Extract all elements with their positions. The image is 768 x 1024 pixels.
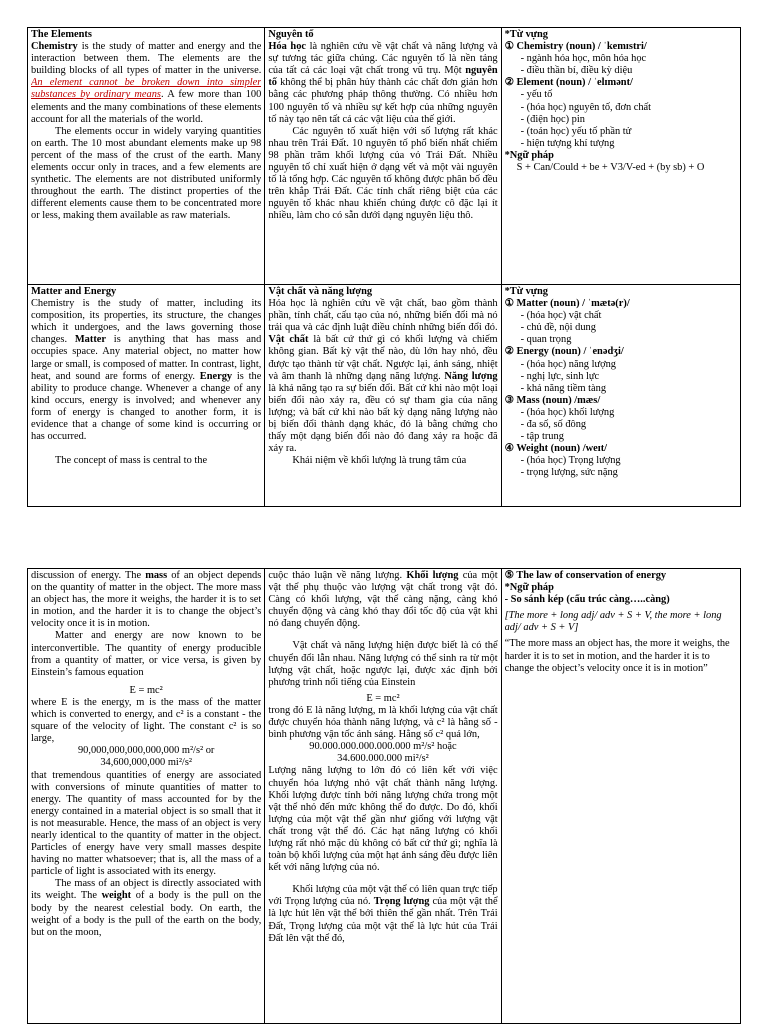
paragraph: Matter and energy are now known to be interconvertible. The quantity of energy producible from a quantity of matter, or vice versa, is given by Einstein’s famous equation — [31, 630, 262, 678]
number: 90,000,000,000,000,000 m²/s² or — [77, 745, 215, 757]
vocab-meaning: - (hóa học) vật chất — [520, 310, 602, 322]
vocab-word: ② Element (noun) / ˈelɪmənt/ — [504, 77, 633, 89]
vocab-meaning: - đa số, số đông — [520, 419, 587, 431]
section-title: The Elements — [31, 29, 92, 40]
vocab-cell — [501, 28, 740, 285]
grammar-example: “The more mass an object has, the more it weighs, the harder it is to set in motion, and the harder it is to change the object’s velocity once it is in motion” — [504, 638, 730, 674]
paragraph-text: của một vật thể là lực hút lên vật thể bởi thiên thể gần nhất. Trên Trái Đất, Trọng lượng của một vật thể là lực hút của Trái Đất lên vật thể đó, — [268, 896, 498, 944]
section-title: Nguyên tố — [268, 29, 314, 40]
table-row — [28, 28, 741, 285]
paragraph-text: of a body is the pull on the body by the nearest celestial body. On earth, the weight of a body is the pull of the earth on the body, but on the moon, — [31, 890, 262, 938]
vocab-word: ② Energy (noun) / ˈenədʒi/ — [504, 346, 624, 358]
vocab-meaning: - (hóa học) Trọng lượng — [520, 455, 621, 467]
grammar-subtitle: - So sánh kép (cấu trúc càng…..càng) — [504, 594, 670, 606]
term: nguyên tố — [268, 65, 498, 89]
vocab-meaning: - chủ đề, nội dung — [520, 322, 596, 334]
vocab-meaning: - yếu tố — [520, 89, 553, 101]
paragraph: where E is the energy, m is the mass of the matter which is converted to energy, and c² is a constant - the square of the velocity of light. The constant c² is so large, — [31, 696, 262, 745]
paragraph: Lượng năng lượng to lớn đó có liên kết với việc chuyển hóa lượng nhỏ vật chất thành năng lượng. Khối lượng được tính bởi năng lượng chứa trong một vật thể nhỏ đến mức không thể đo được. Do đó, khối lượng của một vật thể gần như giống với lượng vật chất trong vật thể đó. Các hạt năng lượng có khối lượng rất nhỏ mặc dù không có bất cứ thứ gì; nghĩa là toàn bộ khối lượng của một hạt ánh sáng đều được liên kết với năng lượng của nó. — [268, 765, 498, 874]
top-table — [27, 27, 741, 507]
vietnamese-cell — [265, 569, 501, 1024]
vocab-meaning: - trọng lượng, sức nặng — [520, 467, 618, 479]
vietnamese-cell — [265, 28, 501, 285]
english-cell — [28, 28, 265, 285]
vocab-cell — [501, 285, 740, 507]
paragraph-text: là nghiên cứu về vật chất và năng lượng và sự tương tác giữa chúng. Các nguyên tố là nền tảng của tất cả các loại vật chất trong vũ trụ. Một — [268, 41, 498, 77]
term: Năng lượng — [444, 370, 498, 382]
term: Chemistry — [31, 41, 78, 53]
paragraph-text: The mass of an object is directly associated with its weight. The — [31, 878, 262, 902]
term: weight — [101, 890, 132, 902]
english-cell — [28, 569, 265, 1024]
equation: E = mc² — [129, 684, 163, 696]
vocab-meaning: - (hóa học) khối lượng — [520, 406, 615, 418]
term: Energy — [199, 370, 233, 382]
paragraph-text: Hóa học là nghiên cứu về vật chất, bao gồm thành phần, tính chất, cấu tạo của nó, những biến đổi mà nó trải qua và các định luật điều chỉnh những biến đổi đó. — [268, 298, 498, 334]
paragraph-text: is anything that has mass and occupies space. Any material object, no matter how large or small, is composed of matter. In contrast, light, heat, and sound are forms of energy. — [31, 334, 262, 382]
grammar-formula: S + Can/Could + be + V3/V-ed + (by sb) + O — [516, 162, 705, 174]
table-row — [28, 285, 741, 507]
paragraph-text: of an object depends on the quantity of matter in the object. The more mass an object has, the more it weighs, the harder it is to set in motion, and the harder it is to change the object’s velocity once it is in motion. — [31, 570, 262, 630]
paragraph-text: Khối lượng của một vật thể có liên quan trực tiếp với Trọng lượng của nó. — [268, 884, 498, 908]
number: 34.600.000.000 mi²/s² — [337, 753, 429, 765]
paragraph: The concept of mass is central to the — [55, 455, 208, 467]
grammar-title: *Ngữ pháp — [504, 149, 554, 161]
paragraph: Khái niệm về khối lượng là trung tâm của — [292, 455, 467, 467]
vocab-cell — [501, 569, 740, 1024]
vocab-meaning: - (toán học) yếu tố phần tử — [520, 125, 632, 137]
vocab-word: ① Matter (noun) / ˈmætə(r)/ — [504, 298, 630, 310]
grammar-title: *Ngữ pháp — [504, 582, 554, 594]
paragraph-text: . A few more than 100 elements and the many combinations of these elements account for all the materials of the world. — [31, 89, 262, 125]
term: Khối lượng — [406, 570, 459, 581]
vocab-meaning: - ngành hóa học, môn hóa học — [520, 53, 647, 65]
vocab-title: *Từ vựng — [504, 29, 548, 40]
vocab-word: ⑤ The law of conservation of energy — [504, 570, 667, 581]
section-title: Vật chất và năng lượng — [268, 286, 373, 297]
grammar-formula: [The more + long adj/ adv + S + V, the more + long adj/ adv + S + V] — [504, 610, 722, 634]
highlighted-sentence: An element cannot be broken down into simpler substances by ordinary means — [31, 77, 262, 101]
term: Trọng lượng — [373, 896, 430, 908]
paragraph: trong đó E là năng lượng, m là khối lượng của vật chất được chuyển hóa thành năng lượng, và c² là hằng số - bình phương vận tốc ánh sáng. Hằng số c² quá lớn, — [268, 704, 498, 741]
paragraph-text: của một vật thể phụ thuộc vào lượng vật chất trong vật đó. Càng có khối lượng, vật thể càng nặng, càng khó chuyển động và càng khó thay đổi tốc độ của vật khi nó đang chuyển động. — [268, 570, 498, 630]
vocab-meaning: - khả năng tiềm tàng — [520, 382, 607, 394]
paragraph-text: là khả năng tạo ra sự biến đổi. Bất cứ khi nào một loại biến đổi nào xảy ra, đều có sự tham gia của năng lượng; và bất cứ khi nào bất kỳ dạng năng lượng nào bị biến đổi thành dạng khác, đó là bằng chứng cho thấy một dạng biến đổi nào đó đang xảy ra hoặc đã xảy ra. — [268, 382, 498, 455]
paragraph-text: is the ability to produce change. Whenever a change of any kind occurs, energy is involved; and whenever any form of energy is changed to another form, it is evidence that a change of some kind is occurring or has occurred. — [31, 370, 262, 443]
vocab-meaning: - quan trọng — [520, 334, 572, 346]
vietnamese-cell — [265, 285, 501, 507]
vocab-word: ③ Mass (noun) /mæs/ — [504, 394, 601, 406]
paragraph: Vật chất và năng lượng hiện được biết là có thể chuyển đổi lẫn nhau. Năng lượng có thể sinh ra từ một lượng vật chất, hoặc ngược lại, được xác định bởi phương trình nổi tiếng của Einstein — [268, 640, 498, 688]
vocab-meaning: - nghị lực, sinh lực — [520, 370, 600, 382]
paragraph-text: is the study of matter and energy and the interaction between them. The elements are the building blocks of all types of matter in the universe. — [31, 41, 262, 77]
vocab-word: ④ Weight (noun) /weɪt/ — [504, 443, 608, 455]
number: 90.000.000.000.000.000 m²/s² hoặc — [309, 741, 457, 753]
vocab-meaning: - điều thần bí, điều kỳ diệu — [520, 65, 633, 77]
vocab-meaning: - hiện tượng khí tượng — [520, 137, 615, 149]
equation: E = mc² — [366, 692, 400, 704]
paragraph: that tremendous quantities of energy are associated with conversions of minute quantities of matter to energy. The quantity of mass accounted for by the energy contained in a material object is so small that it is not measurable. Hence, the mass of an object is very nearly identical to the quantity of matter in the object. Particles of energy have very small masses despite having no matter whatsoever; that is, all the mass of a particle of light is associated with its energy. — [31, 769, 262, 878]
bottom-table — [27, 568, 741, 1024]
section-title: Matter and Energy — [31, 286, 117, 297]
vocab-meaning: - (hóa học) năng lượng — [520, 358, 616, 370]
vocab-word: ① Chemistry (noun) / ˈkemɪstri/ — [504, 41, 647, 53]
vocab-meaning: - tập trung — [520, 431, 564, 443]
english-cell — [28, 285, 265, 507]
term: Matter — [74, 334, 107, 346]
vocab-title: *Từ vựng — [504, 286, 548, 297]
vocab-meaning: - (hóa học) nguyên tố, đơn chất — [520, 101, 652, 113]
paragraph: The elements occur in widely varying quantities on earth. The 10 most abundant elements make up 98 percent of the mass of the crust of the earth. Many elements occur only in traces, and a few elements are synthetic. The elements are not distributed uniformly throughout the earth. The distinct properties of the different elements cause them to be concentrated more or less, making them available as raw materials. — [31, 125, 262, 222]
paragraph-text: discussion of energy. The — [31, 570, 146, 581]
paragraph: Các nguyên tố xuất hiện với số lượng rất khác nhau trên Trái Đất. 10 nguyên tố phổ biến nhất chiếm 98 phần trăm khối lượng của vỏ Trái Đất. Nhiều nguyên tố chỉ xuất hiện ở dạng vết và một vài nguyên tố là tổng hợp. Các nguyên tố không được phân bố đều trên khắp Trái Đất. Các tính chất riêng biệt của các nguyên tố khác nhau khiến chúng được cô đặc lại ít nhiều, làm cho có sẵn dưới dạng nguyên liệu thô. — [268, 125, 498, 222]
paragraph-text: cuộc thảo luận về năng lượng. — [268, 570, 407, 581]
term: Vật chất — [268, 334, 309, 346]
table-row — [28, 569, 741, 1024]
paragraph-text: Chemistry is the study of matter, including its composition, its properties, its structure, the changes which it undergoes, and the laws governing those changes. — [31, 298, 262, 346]
vocab-meaning: - (điện học) pin — [520, 113, 585, 125]
paragraph-text: là bất cứ thứ gì có khối lượng và chiếm không gian. Bất kỳ vật thể nào, dù lớn hay nhỏ, đều được tạo thành từ vật chất. Ngược lại, ánh sáng, nhiệt và âm thanh là những dạng năng lượng. — [268, 334, 498, 382]
number: 34,600,000,000 mi²/s² — [100, 757, 192, 769]
paragraph-text: không thể bị phân hủy thành các chất đơn giản hơn bằng các phương pháp thông thường. Có nhiều hơn 100 nguyên tố và nhiều sự kết hợp của những nguyên tố này tạo nên tất cả các vật liệu của thế giới. — [268, 77, 498, 125]
term: Hóa học — [268, 41, 307, 53]
term: mass — [145, 570, 168, 581]
